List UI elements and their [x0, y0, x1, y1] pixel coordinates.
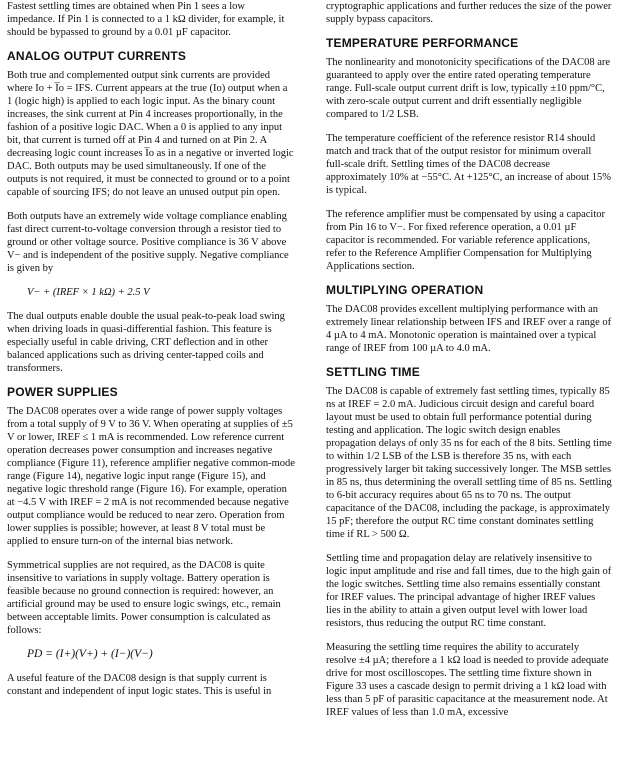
paragraph: The nonlinearity and monotonicity specifications of the DAC08 are guaranteed to apply over the entire rated operating temperature range. Full-scale output current drift is low, typically ±10 ppm/°C, with zero-scale output current and drift essentially negligible compared to 1/2 LSB.	[326, 57, 611, 120]
section-heading-analog-output: ANALOG OUTPUT CURRENTS	[7, 49, 187, 63]
paragraph: cryptographic applications and further reduces the size of the power supply bypass capacitors.	[326, 1, 612, 25]
paragraph: Measuring the settling time requires the ability to accurately resolve ±4 µA; therefore a 1 kΩ load is needed to provide adequate drive for most oscilloscopes. The settling time fixture shown in Figure 33 uses a cascade design to permit driving a 1 kΩ load with less than 5 pF of parasitic capacitance at the measurement node. At IREF values of less than 1.0 mA, excessive	[326, 642, 609, 718]
paragraph: Settling time and propagation delay are relatively insensitive to logic input amplitude and rise and fall times, due to the high gain of the logic switches. Settling time also remains essentially constant for IREF values. The principal advantage of higher IREF values lies in the ability to attain a given output level with lower load resistors, thus reducing the output RC time constant.	[326, 553, 612, 629]
paragraph: The DAC08 is capable of extremely fast settling times, typically 85 ns at IREF = 2.0 mA. Judicious circuit design and careful board layout must be used to obtain full performance potential during testing and application. The logic switch design enables propagation delays of only 35 ns for each of the 8 bits. Settling time to within 1/2 LSB of the LSB is therefore 35 ns, with each progressively larger bit taking successively longer. The MSB settles in 85 ns, thus determining the overall settling time of 85 ns. Settling to 6-bit accuracy requires about 65 ns to 70 ns. The output capacitance of the DAC08, including the package, is approximately 15 pF; therefore the output RC time constant dominates settling time if RL > 500 Ω.	[326, 386, 612, 540]
section-heading-multiplying: MULTIPLYING OPERATION	[326, 283, 484, 297]
compliance-equation: V− + (IREF × 1 kΩ) + 2.5 V	[27, 287, 150, 298]
section-heading-power-supplies: POWER SUPPLIES	[7, 385, 118, 399]
paragraph: A useful feature of the DAC08 design is that supply current is constant and independent of input logic states. This is useful in	[7, 673, 272, 697]
paragraph: Both outputs have an extremely wide voltage compliance enabling fast direct current-to-voltage conversion through a resistor tied to ground or other voltage source. Positive compliance is 36 V above V− and is independent of the positive supply. Negative compliance is given by	[7, 211, 289, 274]
paragraph: The temperature coefficient of the reference resistor R14 should match and track that of the output resistor for minimum overall full-scale drift. Settling times of the DAC08 decrease approximately 10% at −55°C. At +125°C, an increase of about 15% is typical.	[326, 133, 612, 196]
power-equation: PD = (I+)(V+) + (I−)(V−)	[27, 648, 153, 660]
paragraph: The DAC08 provides excellent multiplying performance with an extremely linear relationship between IFS and IREF over a range of 4 µA to 4 mA. Monotonic operation is maintained over a typical range of IREF from 100 µA to 4.0 mA.	[326, 304, 612, 354]
section-heading-temperature: TEMPERATURE PERFORMANCE	[326, 36, 519, 50]
paragraph: Symmetrical supplies are not required, as the DAC08 is quite insensitive to variations in supply voltage. Battery operation is feasible because no ground connection is required: however, an artificial ground may be used to ensure logic swings, etc., remain between acceptable limits. Power consumption is calculated as follows:	[7, 560, 281, 636]
left-column	[7, 0, 295, 709]
paragraph: The DAC08 operates over a wide range of power supply voltages from a total supply of 9 V to 36 V. When operating at supplies of ±5 V or lower, IREF ≤ 1 mA is recommended. Low reference current operation decreases power consumption and increases negative compliance (Figure 11), reference amplifier negative common-mode range (Figure 14), negative logic input range (Figure 15), and negative logic threshold range (Figure 16). For example, operation at −4.5 V with IREF = 2 mA is not recommended because negative output compliance would be reduced to near zero. Operation from lower supplies is possible; however, at least 8 V total must be applied to ensure turn-on of the internal bias network.	[7, 406, 295, 547]
right-column	[326, 0, 612, 730]
paragraph: The reference amplifier must be compensated by using a capacitor from Pin 16 to V−. For fixed reference operation, a 0.01 µF capacitor is recommended. For variable reference applications, refer to the Reference Amplifier Compensation for Multiplying Applications section.	[326, 209, 606, 272]
paragraph: Fastest settling times are obtained when Pin 1 sees a low impedance. If Pin 1 is connected to a 1 kΩ divider, for example, it should be bypassed to ground by a 0.01 µF capacitor.	[7, 1, 285, 38]
section-heading-settling-time: SETTLING TIME	[326, 365, 420, 379]
paragraph: The dual outputs enable double the usual peak-to-peak load swing when driving loads in quasi-differential fashion. This feature is especially useful in cable driving, CRT deflection and in other balanced applications such as driving center-tapped coils and transformers.	[7, 311, 285, 374]
paragraph: Both true and complemented output sink currents are provided where Io + I̅o = IFS. Current appears at the true (Io) output when a 1 (logic high) is applied to each logic input. As the binary count increases, the sink current at Pin 4 increases proportionally, in the fashion of a positive logic DAC. When a 0 is applied to any input bit, that current is turned off at Pin 4 and turned on at Pin 2. A decreasing logic count increases I̅o as in a negative or inverted logic DAC. Both outputs may be used simultaneously. If one of the outputs is not required, it must be connected to ground or to a point capable of sourcing IFS; do not leave an unused output pin open.	[7, 70, 294, 198]
